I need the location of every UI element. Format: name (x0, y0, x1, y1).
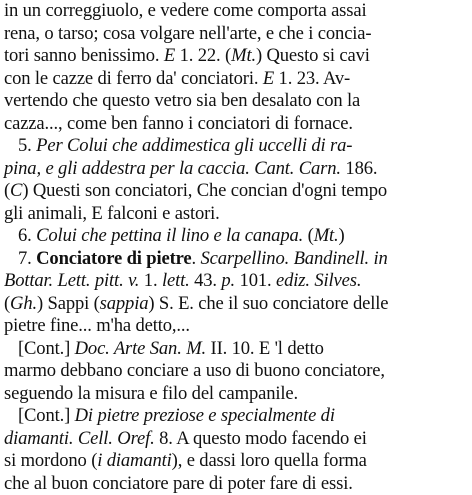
text-segment: 186. (341, 158, 377, 179)
text-segment: vertendo che questo vetro sia ben desalato con la (4, 90, 360, 111)
text-segment: rena, o tarso; cosa volgare nell'arte, e che i concia- (4, 23, 371, 44)
text-line (4, 315, 468, 338)
text-segment: ( (4, 293, 10, 314)
text-segment: seguendo la misura e filo del campanile. (4, 383, 298, 404)
text-segment: 1. 22. ( (175, 45, 231, 66)
text-segment: 43. (190, 270, 222, 291)
text-segment: marmo debbano conciare a uso di buono conciatore, (4, 360, 385, 381)
text-line (4, 360, 468, 383)
text-line (4, 68, 468, 91)
italic-text: p. (221, 270, 235, 291)
text-segment: 7. (18, 248, 36, 269)
text-segment: si mordono ( (4, 450, 97, 471)
italic-text: ediz. Silves. (276, 270, 361, 291)
text-line (4, 338, 468, 361)
text-line (4, 405, 468, 428)
text-segment: 1. (139, 270, 162, 291)
text-line (4, 90, 468, 113)
text-segment: 101. (235, 270, 276, 291)
text-segment: ) Sappi ( (37, 293, 100, 314)
text-line (4, 383, 468, 406)
italic-text: pina, e gli addestra per la caccia. Cant. Carn. (4, 158, 341, 179)
text-segment: 1. 23. Av- (274, 68, 350, 89)
italic-text: Gh. (10, 293, 37, 314)
italic-text: Mt. (231, 45, 256, 66)
text-line (4, 180, 468, 203)
text-segment: ) Questi son conciatori, Che concian d'ogni tempo (22, 180, 387, 201)
italic-text: C (10, 180, 22, 201)
text-segment: [Cont.] (18, 338, 75, 359)
text-segment: ), e dassi loro quella forma (172, 450, 367, 471)
italic-text: Colui che pettina il lino e la canapa. (36, 225, 303, 246)
text-line (4, 248, 468, 271)
text-line (4, 158, 468, 181)
dictionary-page-text (4, 0, 468, 495)
text-segment: in un correggiuolo, e vedere come comporta assai (4, 0, 366, 21)
italic-text: Doc. Arte San. M. (75, 338, 206, 359)
text-segment: ) S. E. che il suo conciatore delle (148, 293, 388, 314)
text-line (4, 270, 468, 293)
italic-text: lett. (162, 270, 190, 291)
text-line (4, 45, 468, 68)
italic-text: diamanti. Cell. Oref. (4, 428, 155, 449)
text-segment: ( (4, 180, 10, 201)
text-line (4, 135, 468, 158)
italic-text: E (263, 68, 274, 89)
text-line (4, 23, 468, 46)
text-segment: ) (339, 225, 345, 246)
headword-text: Conciatore di pietre (36, 248, 191, 269)
text-segment: ( (303, 225, 314, 246)
text-segment: 8. A questo modo facendo ei (155, 428, 367, 449)
italic-text: E (164, 45, 175, 66)
text-segment: 6. (18, 225, 36, 246)
text-line (4, 473, 468, 495)
italic-text: Bottar. Lett. pitt. v. (4, 270, 139, 291)
italic-text: Di pietre preziose e specialmente di (75, 405, 335, 426)
text-segment: gli animali, E falconi e astori. (4, 203, 220, 224)
text-segment: pietre fine... m'ha detto,... (4, 315, 190, 336)
text-line (4, 225, 468, 248)
italic-text: Scarpellino. Bandinell. in (201, 248, 388, 269)
text-line (4, 113, 468, 136)
text-segment: II. 10. E 'l detto (206, 338, 324, 359)
text-line (4, 428, 468, 451)
text-segment: . (192, 248, 201, 269)
text-segment: che al buon conciatore pare di poter fare di essi. (4, 473, 353, 494)
text-segment: ) Questo si cavi (256, 45, 370, 66)
text-line (4, 0, 468, 23)
text-segment: tori sanno benissimo. (4, 45, 164, 66)
italic-text: sappia (100, 293, 149, 314)
text-line (4, 450, 468, 473)
text-segment: cazza..., come ben fanno i conciatori di fornace. (4, 113, 353, 134)
text-segment: 5. (18, 135, 36, 156)
italic-text: Mt. (314, 225, 339, 246)
italic-text: Per Colui che addimestica gli uccelli di ra- (36, 135, 352, 156)
text-segment: [Cont.] (18, 405, 75, 426)
italic-text: i diamanti (97, 450, 171, 471)
text-line (4, 203, 468, 226)
text-segment: con le cazze di ferro da' conciatori. (4, 68, 263, 89)
text-line (4, 293, 468, 316)
